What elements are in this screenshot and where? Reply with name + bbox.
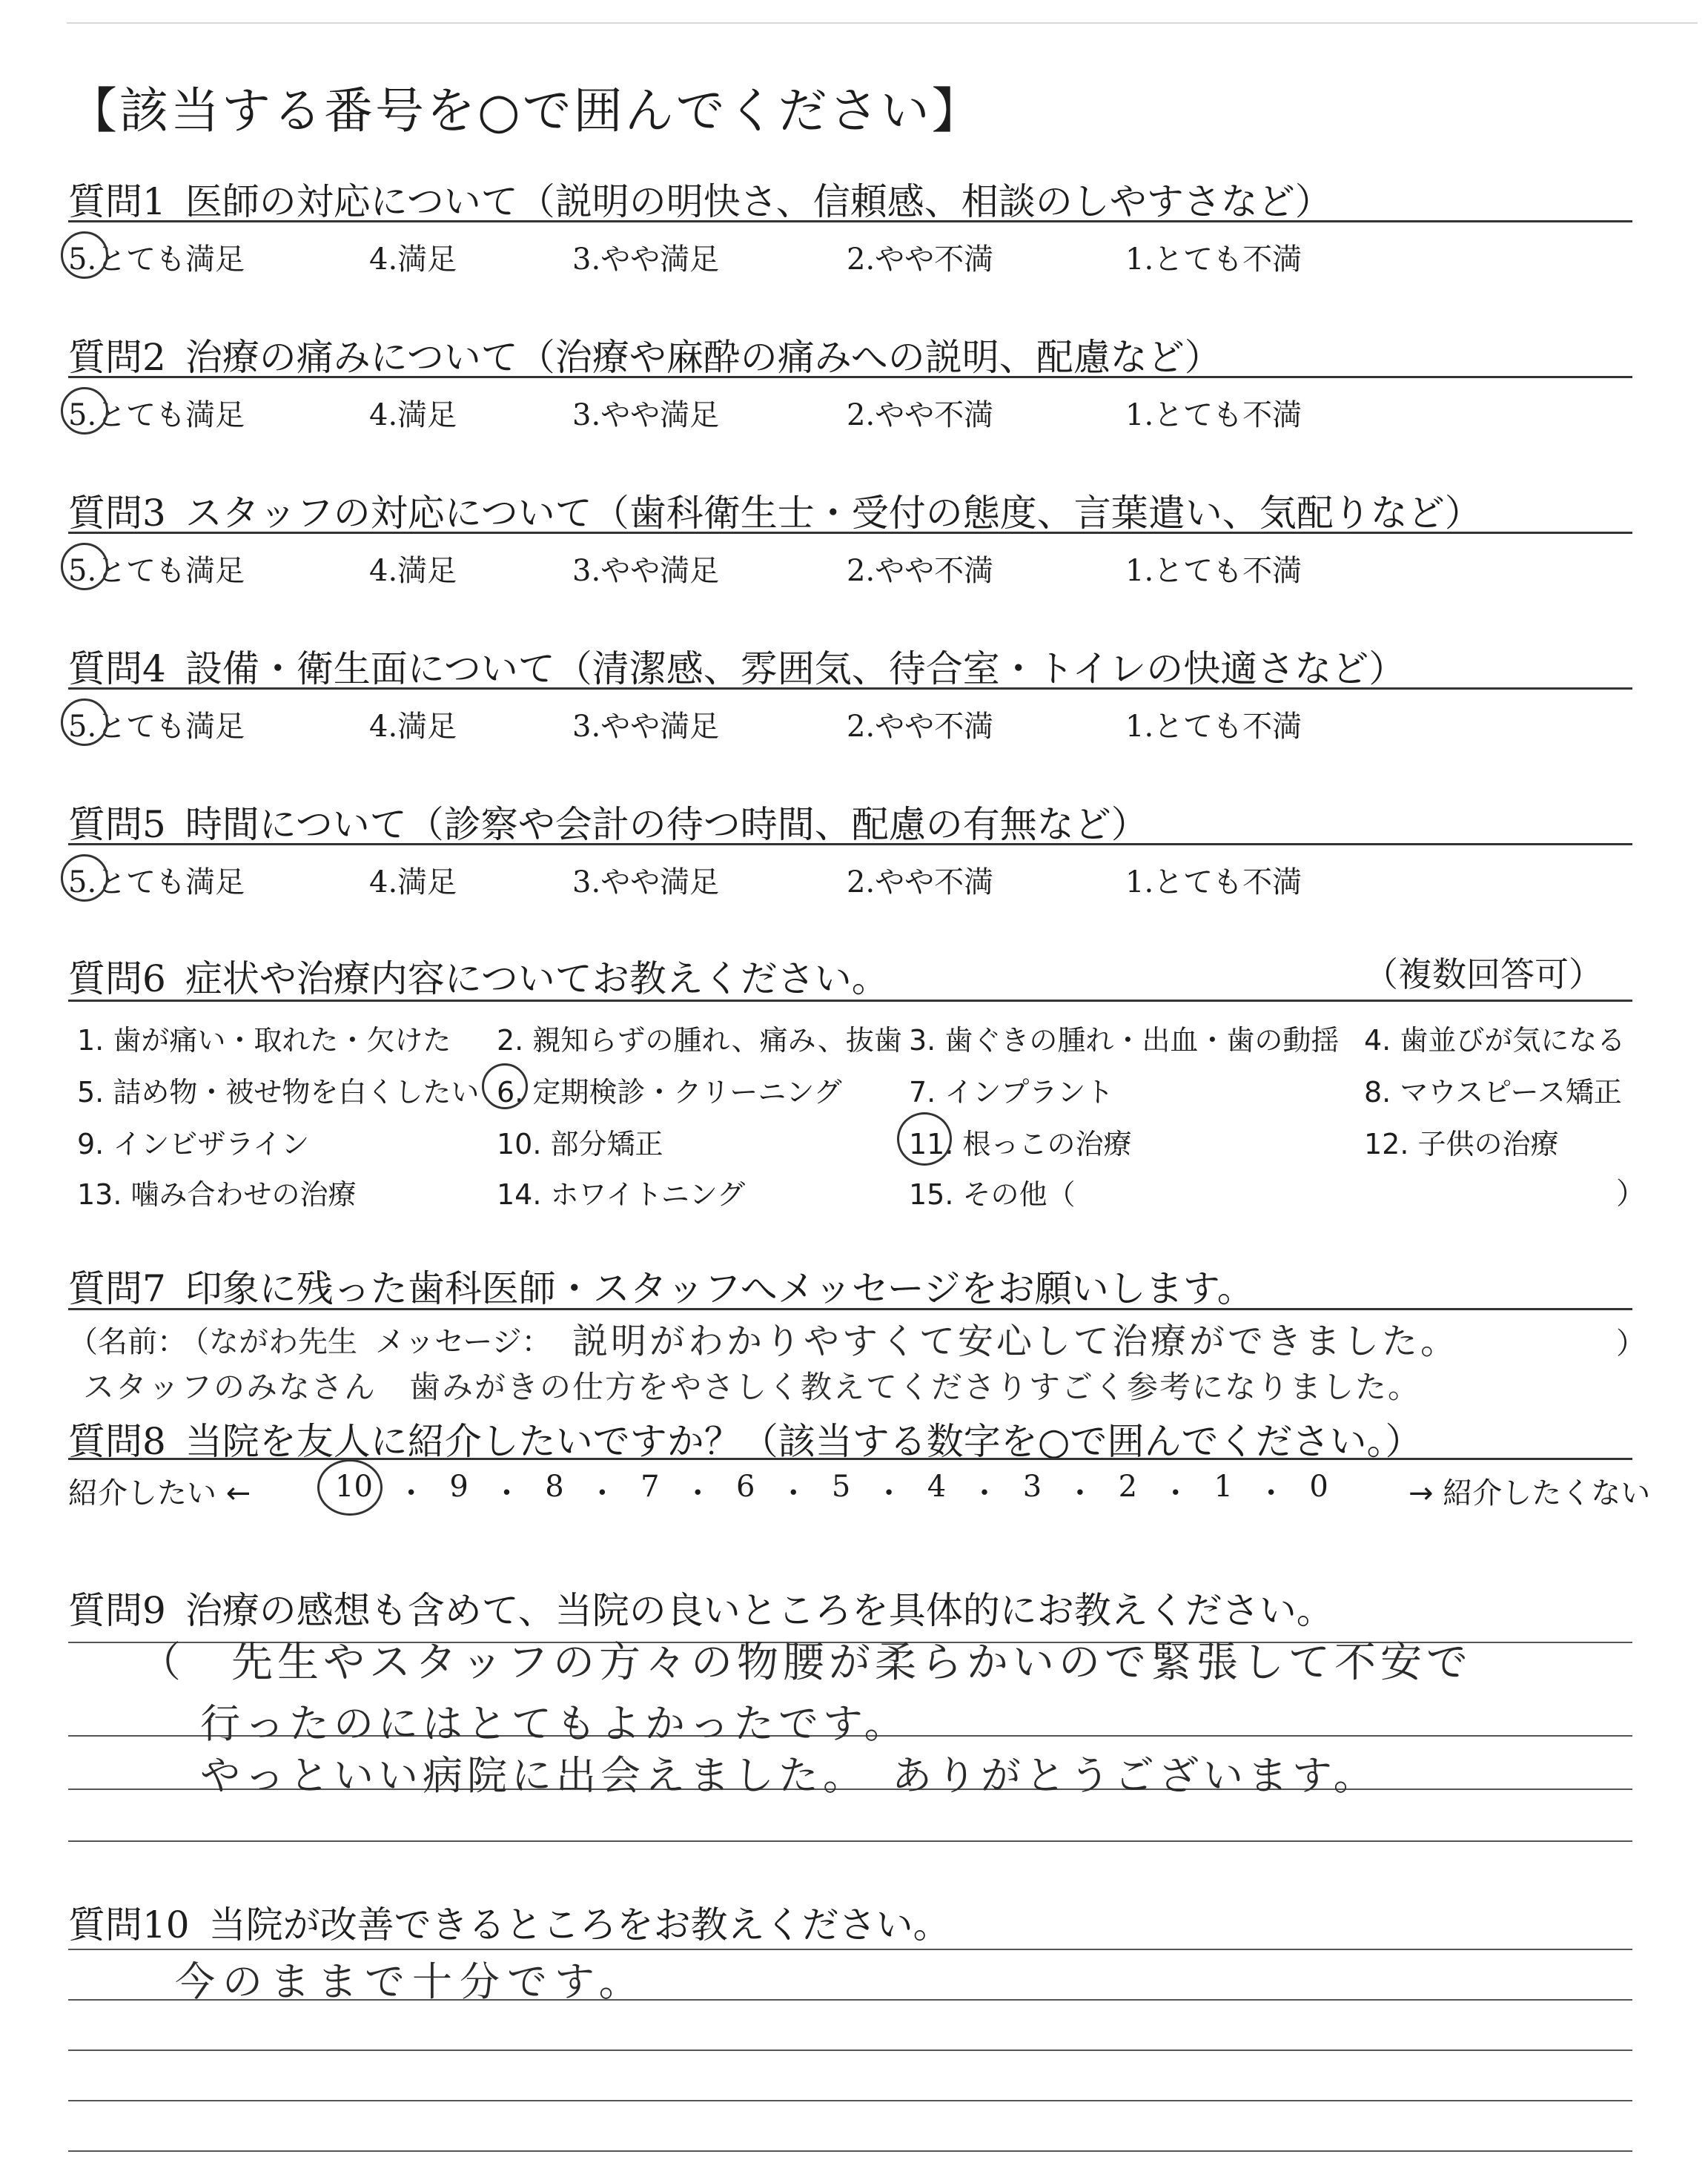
option-3[interactable]: 3.やや満足 [572,710,720,744]
q10-answer: 今のままで十分です。 [175,1958,646,2005]
question-text: 症状や治療内容についてお教えください。 [185,957,889,1000]
option-5[interactable]: 5.とても満足 [68,554,245,588]
scale-3[interactable]: 3 [1022,1470,1042,1504]
option-3[interactable]: 3.やや満足 [572,554,720,588]
option-5[interactable]: 5.とても満足 [68,865,245,899]
option-5[interactable]: 5.とても満足 [68,242,245,277]
scale-dot: ・ [874,1476,904,1510]
selection-circle [61,387,108,435]
scale-10[interactable]: 10 [335,1470,373,1504]
question-number: 質問6 [68,957,166,1000]
scale-5[interactable]: 5 [831,1470,851,1504]
question-text: 設備・衛生面について（清潔感、雰囲気、待合室・トイレの快適さなど） [185,647,1406,690]
scale-6[interactable]: 6 [736,1470,755,1504]
selection-circle [61,543,108,590]
q9-answer-line-1: （ 先生やスタッフの方々の物腰が柔らかいので緊張して不安で [139,1639,1472,1687]
q7-answer-line-1 [68,1318,1460,1362]
q10-line-5 [68,2150,1632,2152]
option-2[interactable]: 2.やや不満 [847,710,994,744]
item-12[interactable]: 12. 子供の治療 [1364,1128,1559,1160]
name-label: （名前： [68,1325,187,1359]
question-1-rule [68,220,1632,222]
question-text: 治療の痛みについて（治療や麻酔の痛みへの説明、配慮など） [185,336,1222,379]
scale-dot: ・ [683,1476,713,1510]
question-number: 質問1 [68,180,166,223]
scale-right-label: → 紹介したくない [1409,1476,1651,1510]
scale-dot: ・ [1160,1476,1191,1510]
question-2-title [68,328,1222,381]
selection-circle [61,698,108,746]
scale-dot: ・ [1256,1476,1286,1510]
question-6-rule [68,1000,1632,1002]
option-4[interactable]: 4.満足 [369,398,457,432]
option-4[interactable]: 4.満足 [369,554,457,588]
question-7-rule [68,1308,1632,1310]
question-number: 質問9 [68,1589,166,1632]
question-text: 印象に残った歯科医師・スタッフへメッセージをお願いします。 [185,1267,1254,1310]
question-4-rule [68,687,1632,690]
option-1[interactable]: 1.とても不満 [1125,554,1302,588]
option-5[interactable]: 5.とても満足 [68,398,245,432]
item-1[interactable]: 1. 歯が痛い・取れた・欠けた [77,1024,451,1057]
scale-dot: ・ [396,1476,426,1510]
multiple-answers-note: （複数回答可） [1364,954,1603,994]
scale-dot: ・ [491,1476,522,1510]
question-text: 当院を友人に紹介したいですか？（該当する数字を○で囲んでください。） [185,1420,1423,1463]
option-3[interactable]: 3.やや満足 [572,242,720,277]
selection-circle [61,231,108,279]
question-6-title [68,949,889,1003]
question-number: 質問2 [68,336,166,379]
question-number: 質問10 [68,1903,190,1946]
question-text: スタッフの対応について（歯科衛生士・受付の態度、言葉遣い、気配りなど） [185,492,1482,535]
item-4[interactable]: 4. 歯並びが気になる [1364,1024,1626,1057]
scale-left-label: 紹介したい ← [68,1476,251,1510]
option-4[interactable]: 4.満足 [369,865,457,899]
scale-2[interactable]: 2 [1118,1470,1138,1504]
item-5[interactable]: 5. 詰め物・被せ物を白くしたい [77,1076,480,1109]
question-text: 当院が改善できるところをお教えください。 [208,1903,950,1946]
item-6[interactable]: 6. 定期検診・クリーニング [497,1076,842,1109]
q9-answer-line-2: 行ったのにはとてもよかったです。 [200,1700,909,1747]
recommend-scale [68,1470,1651,1512]
item-10[interactable]: 10. 部分矯正 [497,1128,663,1160]
scale-4[interactable]: 4 [927,1470,947,1504]
name-value: （ながわ先生 [179,1325,357,1359]
option-2[interactable]: 2.やや不満 [847,398,994,432]
scale-dot: ・ [969,1476,999,1510]
q7-answer-line-2: スタッフのみなさん 歯みがきの仕方をやさしく教えてくださりすごく参考になりました。 [83,1369,1421,1405]
selection-circle [61,854,108,902]
question-5-title [68,795,1148,848]
question-text: 時間について（診察や会計の待つ時間、配慮の有無など） [185,803,1148,846]
item-7[interactable]: 7. インプラント [909,1076,1114,1109]
q10-line-3 [68,2050,1632,2051]
question-10-title [68,1895,950,1949]
scale-9[interactable]: 9 [449,1470,469,1504]
message-close-paren: ） [1616,1327,1646,1361]
scale-8[interactable]: 8 [545,1470,564,1504]
option-1[interactable]: 1.とても不満 [1125,398,1302,432]
scale-0[interactable]: 0 [1309,1470,1328,1504]
question-number: 質問5 [68,803,166,846]
question-4-title [68,639,1406,693]
item-9[interactable]: 9. インビザライン [77,1128,310,1160]
item-14[interactable]: 14. ホワイトニング [497,1178,746,1211]
instruction-heading: 【該当する番号を○で囲んでください】 [68,82,983,139]
scale-values [335,1470,1328,1512]
item-8[interactable]: 8. マウスピース矯正 [1364,1076,1622,1109]
q9-answer-line-3: やっといい病院に出会えました。 ありがとうございます。 [200,1752,1378,1799]
scale-dot: ・ [587,1476,618,1510]
question-2-rule [68,376,1632,378]
question-text: 医師の対応について（説明の明快さ、信頼感、相談のしやすさなど） [185,180,1332,223]
option-5[interactable]: 5.とても満足 [68,710,245,744]
question-5-rule [68,843,1632,845]
item-11[interactable]: 11. 根っこの治療 [909,1128,1132,1160]
scale-7[interactable]: 7 [640,1470,660,1504]
scale-1[interactable]: 1 [1214,1470,1233,1504]
question-1-title [68,172,1332,225]
option-1[interactable]: 1.とても不満 [1125,865,1302,899]
item-13[interactable]: 13. 噛み合わせの治療 [77,1178,357,1211]
message-label: メッセージ： [375,1325,552,1359]
scale-dot: ・ [778,1476,809,1510]
selection-circle [317,1459,383,1516]
message-line-1: 説明がわかりやすくて安心して治療ができました。 [572,1321,1460,1362]
q10-line-4 [68,2100,1632,2101]
option-4[interactable]: 4.満足 [369,710,457,744]
option-2[interactable]: 2.やや不満 [847,242,994,277]
option-3[interactable]: 3.やや満足 [572,865,720,899]
option-1[interactable]: 1.とても不満 [1125,242,1302,277]
question-number: 質問4 [68,647,166,690]
question-3-rule [68,532,1632,534]
question-7-title [68,1259,1254,1312]
top-border [67,22,1698,24]
option-3[interactable]: 3.やや満足 [572,398,720,432]
q9-line-4 [68,1840,1632,1842]
question-number: 質問3 [68,492,166,535]
option-1[interactable]: 1.とても不満 [1125,710,1302,744]
other-close-paren: ） [1616,1177,1646,1211]
item-3[interactable]: 3. 歯ぐきの腫れ・出血・歯の動揺 [909,1024,1340,1057]
item-15[interactable]: 15. その他（ [909,1178,1076,1211]
option-2[interactable]: 2.やや不満 [847,865,994,899]
selection-circle [482,1063,528,1109]
question-number: 質問8 [68,1420,166,1463]
question-8-rule [68,1458,1632,1460]
question-text: 治療の感想も含めて、当院の良いところを具体的にお教えください。 [185,1589,1334,1632]
question-9-title [68,1581,1334,1634]
selection-circle [897,1112,952,1166]
question-number: 質問7 [68,1267,166,1310]
item-2[interactable]: 2. 親知らずの腫れ、痛み、抜歯 [497,1024,902,1057]
question-3-title [68,483,1482,537]
scale-dot: ・ [1065,1476,1095,1510]
option-4[interactable]: 4.満足 [369,242,457,277]
option-2[interactable]: 2.やや不満 [847,554,994,588]
